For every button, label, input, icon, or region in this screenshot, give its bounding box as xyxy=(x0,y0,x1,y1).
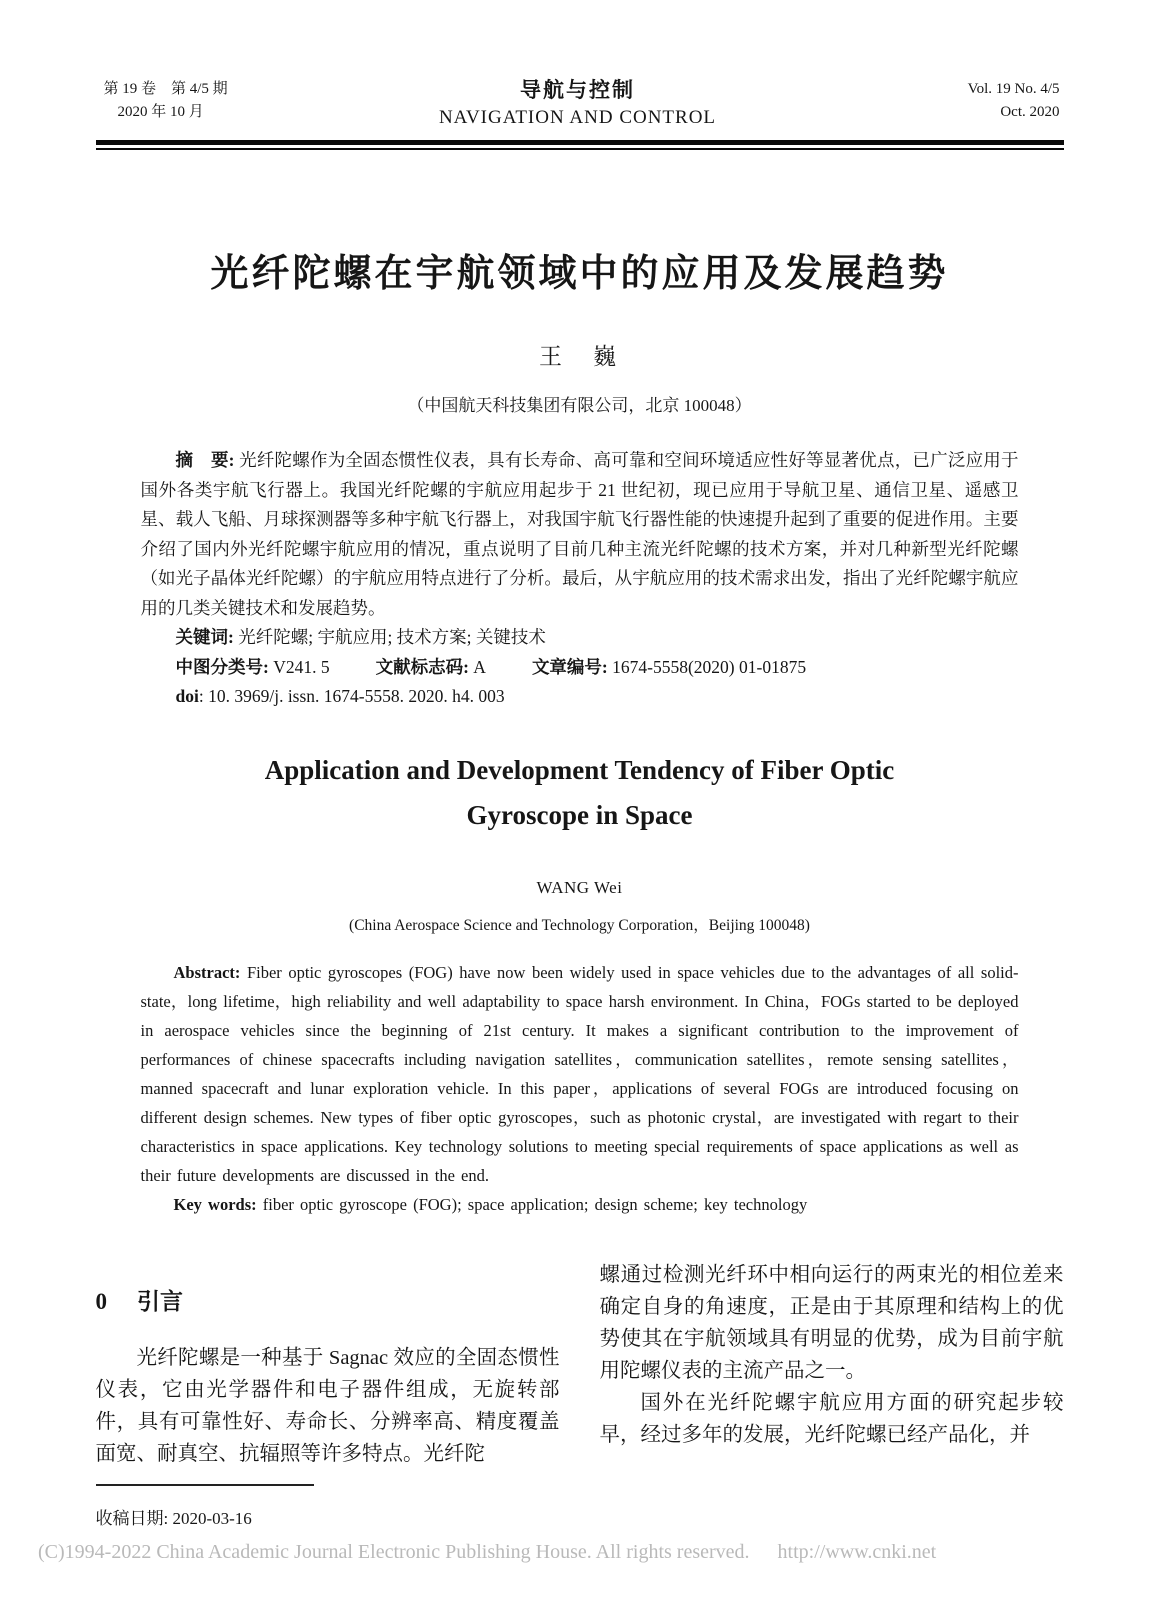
doi-line xyxy=(141,682,1019,712)
keywords-label-cn: 关键词: xyxy=(175,627,239,647)
journal-header xyxy=(96,0,1064,131)
body-paragraph-left: 光纤陀螺是一种基于 Sagnac 效应的全固态惯性仪表，它由光学器件和电子器件组成，无旋转部件，具有可靠性好、寿命长、分辨率高、精度覆盖面宽、耐真空、抗辐照等许多特点。光纤陀 xyxy=(95,1346,560,1465)
cnki-url: http://www.cnki.net xyxy=(777,1541,937,1563)
section-heading-0 xyxy=(96,1283,560,1316)
header-divider-thick xyxy=(96,140,1064,145)
header-volume-issue-cn xyxy=(96,78,326,124)
journal-title-block xyxy=(326,78,830,131)
footnote-divider xyxy=(96,1484,314,1486)
section-number: 0 xyxy=(95,1288,107,1314)
section-title: 引言 xyxy=(137,1288,183,1314)
date-cn: 2020 年 10 月 xyxy=(117,104,204,120)
keywords-label-en: Key words: xyxy=(173,1194,263,1214)
received-date: 2020-03-16 xyxy=(172,1508,252,1528)
abstract-block-cn xyxy=(141,446,1019,712)
article-author-cn: 王 巍 xyxy=(539,344,620,369)
journal-title-en: NAVIGATION AND CONTROL xyxy=(438,107,717,128)
clc-value: V241. 5 xyxy=(273,656,330,677)
received-label: 收稿日期: xyxy=(95,1508,173,1528)
abstract-label-cn: 摘 要: xyxy=(175,450,240,470)
keywords-line-cn xyxy=(141,623,1019,653)
article-author-en: WANG Wei xyxy=(536,877,623,897)
body-paragraph-right-2: 国外在光纤陀螺宇航应用方面的研究起步较早，经过多年的发展，光纤陀螺已经产品化，并 xyxy=(599,1391,1064,1446)
title-en-line2: Gyroscope in Space xyxy=(466,799,693,830)
keywords-text-cn: 光纤陀螺; 宇航应用; 技术方案; 关键技术 xyxy=(238,627,546,647)
body-column-right xyxy=(600,1259,1064,1529)
doi-value: : 10. 3969/j. issn. 1674-5558. 2020. h4. 003 xyxy=(198,686,505,706)
article-affiliation-cn: （中国航天科技集团有限公司，北京 100048） xyxy=(407,396,752,415)
body-columns xyxy=(96,1259,1064,1529)
header-volume-issue-en xyxy=(830,78,1064,124)
abstract-label-en: Abstract: xyxy=(173,962,247,982)
volume-issue-cn: 第 19 卷 第 4/5 期 xyxy=(103,81,228,97)
abstract-text-cn: 光纤陀螺作为全固态惯性仪表，具有长寿命、高可靠和空间环境适应性好等显著优点，已广泛应用于国外各类宇航飞行器上。我国光纤陀螺的宇航应用起步于 21 世纪初，现已应用于导航卫星、通信卫星、遥感卫星、载人飞船、月球探测器等多种宇航飞行器上，对我国宇航飞行器性能的快速提升起到了重要的促进作用。主要介绍了国内外光纤陀螺宇航应用的情况，重点说明了目前几种主流光纤陀螺的技术方案，并对几种新型光纤陀螺（如光子晶体光纤陀螺）的宇航应用特点进行了分析。最后，从宇航应用的技术需求出发，指出了光纤陀螺宇航应用的几类关键技术和发展趋势。 xyxy=(140,450,1019,618)
header-divider xyxy=(96,140,1064,150)
keywords-text-en: fiber optic gyroscope (FOG); space application; design scheme; key technology xyxy=(262,1194,808,1214)
doc-code-label: 文献标志码: xyxy=(375,656,474,677)
article-title-cn: 光纤陀螺在宇航领域中的应用及发展趋势 xyxy=(210,253,949,295)
doi-label: doi xyxy=(175,686,199,706)
journal-title-cn: 导航与控制 xyxy=(520,78,635,102)
footnote-block xyxy=(96,1484,560,1529)
keywords-line-en xyxy=(141,1190,1019,1219)
body-paragraph-right-1: 螺通过检测光纤环中相向运行的两束光的相位差来确定自身的角速度，正是由于其原理和结构上的优势使其在宇航领域具有明显的优势，成为目前宇航用陀螺仪表的主流产品之一。 xyxy=(599,1263,1064,1382)
classification-line xyxy=(141,653,1019,683)
article-affiliation-en: (China Aerospace Science and Technology Corporation，Beijing 100048) xyxy=(349,916,810,934)
header-divider-thin xyxy=(96,148,1064,150)
abstract-block-en xyxy=(141,958,1019,1219)
article-id-label: 文章编号: xyxy=(531,656,613,677)
copyright-line xyxy=(38,1541,936,1564)
received-date-line xyxy=(96,1504,560,1529)
body-column-left xyxy=(96,1259,560,1529)
article-title-en xyxy=(96,748,1064,838)
copyright-text: (C)1994-2022 China Academic Journal Electronic Publishing House. All rights reserved. xyxy=(38,1541,750,1563)
abstract-en xyxy=(141,958,1019,1190)
date-en: Oct. 2020 xyxy=(1000,104,1060,120)
article-id-value: 1674-5558(2020) 01-01875 xyxy=(612,656,807,677)
title-en-line1: Application and Development Tendency of Fiber Optic xyxy=(264,754,895,785)
volume-issue-en: Vol. 19 No. 4/5 xyxy=(967,81,1060,97)
clc-label: 中图分类号: xyxy=(175,656,274,677)
doc-code-value: A xyxy=(473,656,486,677)
abstract-text-en: Fiber optic gyroscopes (FOG) have now been widely used in space vehicles due to the advantages of all solid-state，long lifetime，high reliability and well adaptability to space harsh environment. In China，FOGs started to be deployed in aerospace vehicles since the beginning of 21st century. It makes a significant contribution to the improvement of performances of chinese spacecrafts including navigation satellites，communication satellites，remote sensing satellites，manned spacecraft and lunar exploration vehicle. In this paper，applications of several FOGs are introduced focusing on different design schemes. New types of fiber optic gyroscopes，such as photonic crystal，are investigated with regart to their characteristics in space applications. Key technology solutions to meeting special requirements of space applications as well as their future developments are discussed in the end. xyxy=(140,962,1019,1185)
abstract-cn xyxy=(141,446,1019,623)
